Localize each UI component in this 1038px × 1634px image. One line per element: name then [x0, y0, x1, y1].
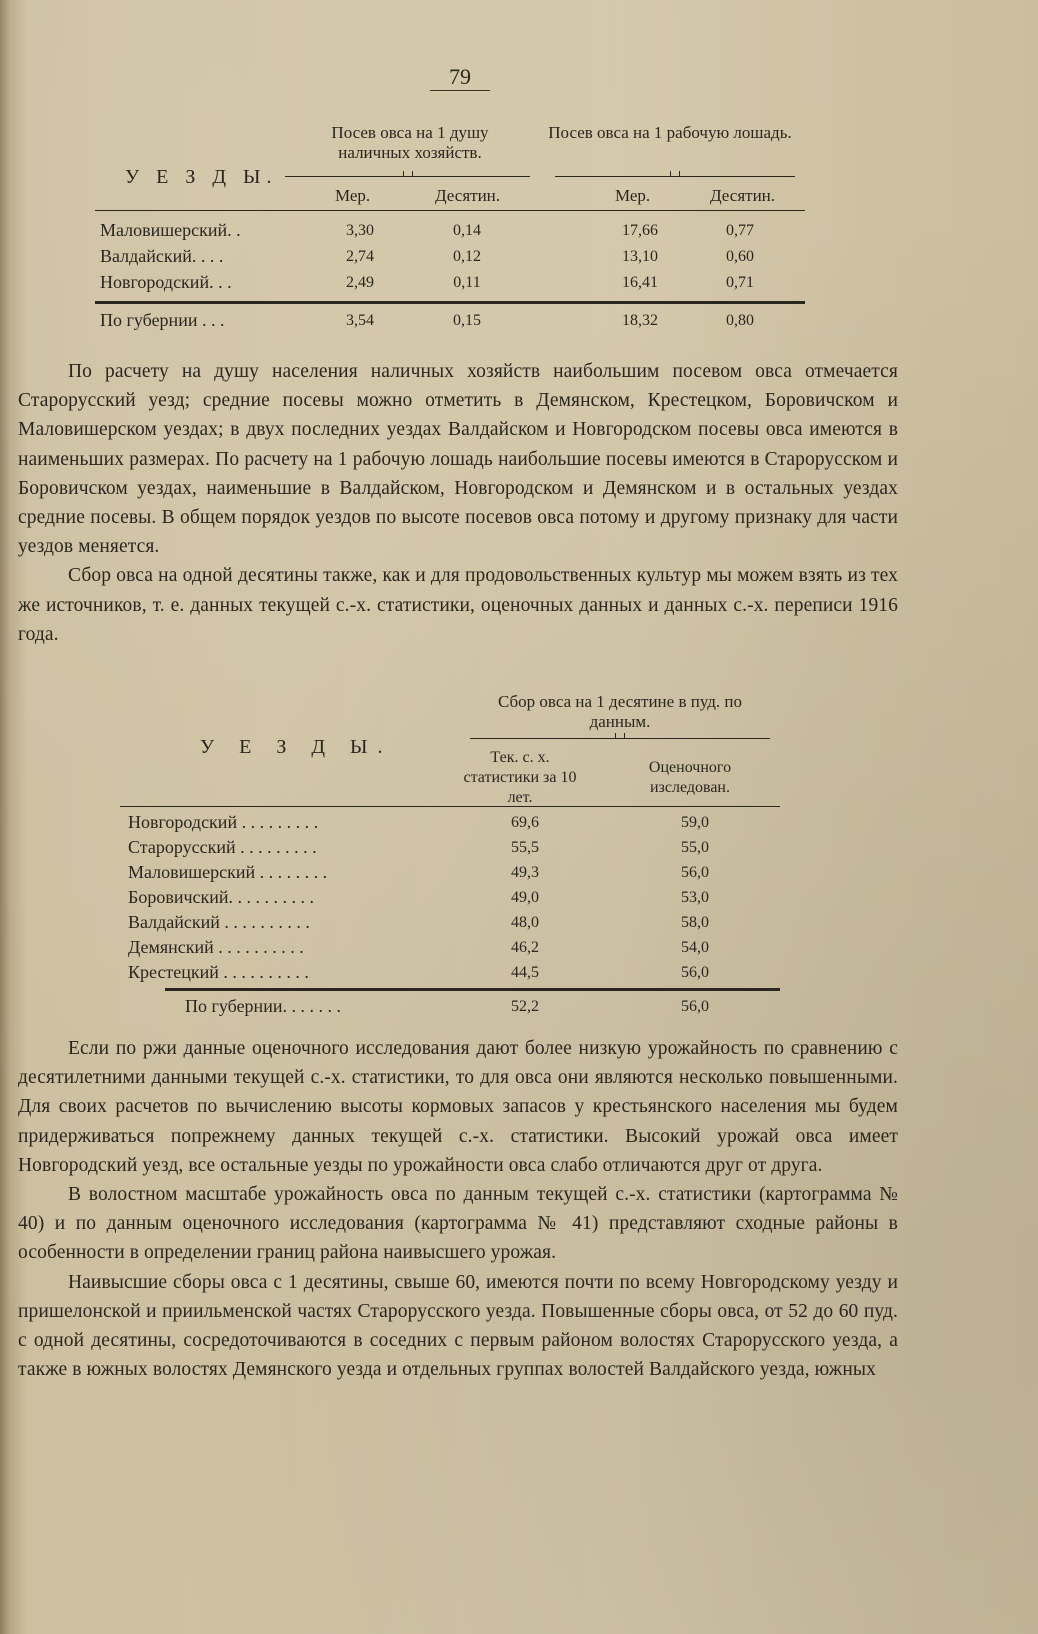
- cell: 52,2: [511, 998, 539, 1015]
- cell: 49,0: [511, 889, 539, 906]
- sowing-table: [95, 118, 815, 348]
- table1-header-rule: [95, 210, 805, 211]
- cell: 49,3: [511, 864, 539, 881]
- table2-brace: [470, 738, 770, 739]
- cell: 55,0: [681, 839, 709, 856]
- cell: 55,5: [511, 839, 539, 856]
- table1-total-rule: [95, 301, 805, 304]
- cell: 17,66: [622, 222, 658, 239]
- cell: 0,77: [726, 222, 754, 239]
- cell: 56,0: [681, 864, 709, 881]
- table2-row-header: У Е З Д Ы.: [200, 736, 393, 758]
- table1-row-header: У Е З Д Ы.: [125, 166, 278, 188]
- row-label: Маловишерский. .: [100, 220, 241, 240]
- cell: 0,71: [726, 274, 754, 291]
- cell: 54,0: [681, 939, 709, 956]
- cell: 0,11: [453, 274, 481, 291]
- paragraph: В волостном масштабе урожайность овса по данным текущей с.-х. статистики (картограмма № 40) и по данным оценочного исследования (картограмма № 41) представляют сходные районы в особенности в определении границ района наивысшего урожая.: [18, 1184, 898, 1264]
- text-block-2: [18, 1034, 898, 1384]
- row-label: Старорусский . . . . . . . . .: [128, 837, 317, 857]
- cell: 56,0: [681, 998, 709, 1015]
- cell: 69,6: [511, 814, 539, 831]
- cell: 46,2: [511, 939, 539, 956]
- row-label: Боровичский. . . . . . . . . .: [128, 887, 315, 907]
- cell: 56,0: [681, 964, 709, 981]
- table2-col2-header: Оценочного изследован.: [648, 759, 732, 796]
- table1-group2-header: Посев овса на 1 рабочую лошадь.: [548, 123, 792, 142]
- table1-col-des-1: Десятин.: [435, 186, 501, 205]
- row-label: Новгородский . . . . . . . . .: [128, 812, 319, 832]
- cell: 0,12: [453, 248, 481, 265]
- cell: 2,49: [346, 274, 374, 291]
- cell: 18,32: [622, 312, 658, 329]
- cell: 44,5: [511, 964, 539, 981]
- table2-header-rule: [120, 806, 780, 807]
- cell: 0,60: [726, 248, 754, 265]
- row-label: Маловишерский . . . . . . . .: [128, 862, 328, 882]
- total-label: По губернии . . .: [100, 310, 225, 330]
- table2-group-header: Сбор овса на 1 десятине в пуд. по данным.: [497, 692, 743, 731]
- page-number: 79: [430, 64, 490, 91]
- table1-col-mer-2: Мер.: [615, 186, 651, 205]
- cell: 13,10: [622, 248, 658, 265]
- cell: 3,54: [346, 312, 374, 329]
- paragraph: Сбор овса на одной десятины также, как и для продовольственных культур мы можем взять из тех же источников, т. е. данных текущей с.-х. статистики, оценочных данных и данных с.-х. переписи 1916 года.: [18, 565, 898, 645]
- paragraph: Если по ржи данные оценочного исследования дают более низкую урожайность по сравнению с десятилетними данными текущей с.-х. статистики, то для овса они являются несколько повышенными. Для своих расчетов по вычислению высоты кормовых запасов у крестьянского населения мы будем придерживаться попрежнему данных текущей с.-х. статистики. Высокий урожай овса имеет Новгородский уезд, все остальные уезды по урожайности овса слабо отличаются друг от друга.: [18, 1038, 898, 1176]
- cell: 59,0: [681, 814, 709, 831]
- cell: 0,80: [726, 312, 754, 329]
- row-label: Валдайский. . . .: [100, 246, 224, 266]
- row-label: Валдайский . . . . . . . . . .: [128, 912, 310, 932]
- paragraph: Наивысшие сборы овса с 1 десятины, свыше 60, имеются почти по всему Новгородскому уезду и пришелонской и приильменской частях Старорусского уезда. Повышенные сборы овса, от 52 до 60 пуд. с одной десятины, сосредоточиваются в соседних с первым районом волостях Старорусского уезда, а также в южных волостях Демянского уезда и отдельных группах волостей Валдайского уезда, южных: [18, 1271, 898, 1381]
- cell: 3,30: [346, 222, 374, 239]
- table1-col-mer-1: Мер.: [335, 186, 371, 205]
- row-label: Новгородский. . .: [100, 272, 232, 292]
- cell: 0,15: [453, 312, 481, 329]
- cell: 16,41: [622, 274, 658, 291]
- cell: 2,74: [346, 248, 374, 265]
- cell: 48,0: [511, 914, 539, 931]
- cell: 53,0: [681, 889, 709, 906]
- paragraph: По расчету на душу населения наличных хозяйств наибольшим посевом овса отмечается Старорусский уезд; средние посевы можно отметить в Демянском, Крестецком, Боровичском и Маловишерском уездах; в двух последних уездах Валдайском и Новгородском посевы овса имеются в наименьших размерах. По расчету на 1 рабочую лошадь наибольшие посевы имеются в Старорусском и Боровичском уездах, наименьшие в Валдайском, Новгородском и Демянском и в остальных уездах средние посевы. В общем порядок уездов по высоте посевов овса потому и другому признаку для части уездов меняется.: [18, 361, 898, 558]
- row-label: Демянский . . . . . . . . . .: [128, 937, 304, 957]
- text-block-1: [18, 357, 898, 649]
- table1-brace-2: [555, 176, 795, 177]
- table2-total-rule: [165, 988, 780, 991]
- cell: 58,0: [681, 914, 709, 931]
- table1-brace-1: [285, 176, 530, 177]
- table1-col-des-2: Десятин.: [710, 186, 776, 205]
- total-label: По губернии. . . . . . .: [185, 996, 341, 1016]
- table1-group1-header: Посев овса на 1 душу наличных хозяйств.: [331, 123, 489, 162]
- yield-table: [90, 688, 790, 1018]
- cell: 0,14: [453, 222, 481, 239]
- table2-col1-header: Тек. с. х. статистики за 10 лет.: [463, 749, 577, 806]
- row-label: Крестецкий . . . . . . . . . .: [128, 962, 309, 982]
